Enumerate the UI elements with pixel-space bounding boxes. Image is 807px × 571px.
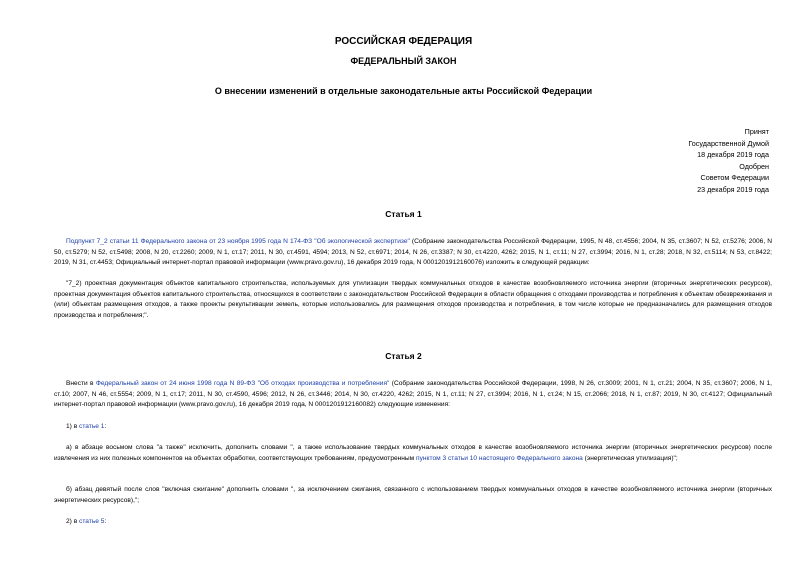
paragraph-text: (Собрание законодательства Российской Федерации, 1995, N 48, ст.4556; 2004, N 35, ст.3607; N 52, ст.5276; 2006, N 50, ст.5279; N 52, ст.5498; 2008, N 20, ст.2260; 2009, N 1, ст.17; 2011, N 30, ст.4591, 4594; 2013, N 52, ст.6971; 2014, N 26, ст.3387; N 30, ст.4220, 4262; 2015, N 1, ст.11; N 27, ст.3994; 2016, N 1, ст.28; 2018, N 32, ст.5114; N 53, ст.8422; 2019, N 31, ст.4453; Официальный интернет-портал правовой информации (www.pravo.gov.ru), 16 декабря 2019 года, N 0001201912160076) изложить в следующей редакции: xyxy=(54,238,772,267)
article-2-paragraph-1 xyxy=(54,379,772,411)
adoption-line: 23 декабря 2019 года xyxy=(697,184,769,194)
law-title: О внесении изменений в отдельные законодательные акты Российской Федерации xyxy=(214,86,593,96)
article-1-link[interactable]: статье 1 xyxy=(79,423,105,430)
adoption-line: Советом Федерации xyxy=(700,173,769,183)
article-2-item-1 xyxy=(54,422,772,433)
adoption-line: Государственной Думой xyxy=(688,138,769,148)
article-2-item-2 xyxy=(54,517,772,528)
article-2-subitem-a xyxy=(54,443,772,464)
law-89fz-link[interactable]: Федеральный закон от 24 июня 1998 года N 89-ФЗ "Об отходах производства и потребления" xyxy=(95,380,390,387)
country-heading: РОССИЙСКАЯ ФЕДЕРАЦИЯ xyxy=(334,36,473,47)
point-3-article-10-link[interactable]: пунктом 3 статьи 10 настоящего Федерального закона xyxy=(416,454,583,462)
adoption-line: Принят xyxy=(744,127,769,136)
law-174fz-link[interactable]: Подпункт 7_2 статьи 11 Федерального закона от 23 ноября 1995 года N 174-ФЗ "Об экологической экспертизе" xyxy=(66,238,410,245)
law-type-heading: ФЕДЕРАЛЬНЫЙ ЗАКОН xyxy=(350,56,457,66)
item-text: б) абзац девятый после слов "включая сжигание" дополнить словами ", за исключением сжигания, связанного с использованием твердых коммунальных отходов в качестве возобновляемого источника энергии (вторичных энергетических ресурсов),"; xyxy=(54,486,772,504)
article-1-paragraph-2 xyxy=(54,279,772,321)
item-text: 2) в xyxy=(66,518,80,525)
item-text: : xyxy=(104,423,107,430)
article-1-heading: Статья 1 xyxy=(385,209,422,219)
article-1-paragraph-1 xyxy=(54,237,772,269)
item-text: а) в абзаце восьмом слова "а также" исключить, дополнить словами ", а также использование твердых коммунальных отходов в качестве возобновляемого источника энергии (вторичных энергетических ресурсов) после извлечения из них полезных компонентов на объектах обработки, соответствующих требованиям, предусмотренным xyxy=(54,444,772,462)
item-text: : xyxy=(104,518,107,525)
adoption-line: 18 декабря 2019 года xyxy=(697,150,769,160)
paragraph-text: "7_2) проектная документация объектов капитального строительства, используемых для утилизации твердых коммунальных отходов в качестве возобновляемого источника энергии (вторичных энергетических ресурсов), проектная документация объектов капитального строительства, относящихся в соответствии с законодательством Российской Федерации в области обращения с отходами производства и потребления к объектам обезвреживания и (или) объектам размещения отходов, а также проекты рекультивации земель, которые использовались для размещения отходов производства и потребления, в том числе которые не предназначались для размещения отходов производства и потребления;". xyxy=(54,280,772,319)
item-text: (энергетическая утилизация)"; xyxy=(582,454,678,462)
article-5-link[interactable]: статье 5 xyxy=(79,518,105,525)
paragraph-text: (Собрание законодательства Российской Федерации, 1998, N 26, ст.3009; 2001, N 1, ст.21; 2004, N 35, ст.3607; 2006, N 1, ст.10; 2007, N 46, ст.5554; 2009, N 1, ст.17; 2011, N 30, ст.4590, 4596; 2012, N 26, ст.3446; 2014, N 30, ст.4220, 4262; 2015, N 1, ст.11; N 27, ст.3994; 2016, N 1, ст.24; N 15, ст.2066; 2018, N 1, ст.87; 2019, N 30, ст.4127; Официальный интернет-портал правовой информации (www.pravo.gov.ru), 16 декабря 2019 года, N 0001201912160082) следующие изменения: xyxy=(54,380,772,409)
article-2-subitem-b xyxy=(54,485,772,506)
adoption-block xyxy=(688,126,769,196)
item-text: 1) в xyxy=(66,423,80,430)
adoption-line: Одобрен xyxy=(739,161,769,171)
article-2-heading: Статья 2 xyxy=(385,351,422,361)
paragraph-text: Внести в xyxy=(66,380,96,387)
